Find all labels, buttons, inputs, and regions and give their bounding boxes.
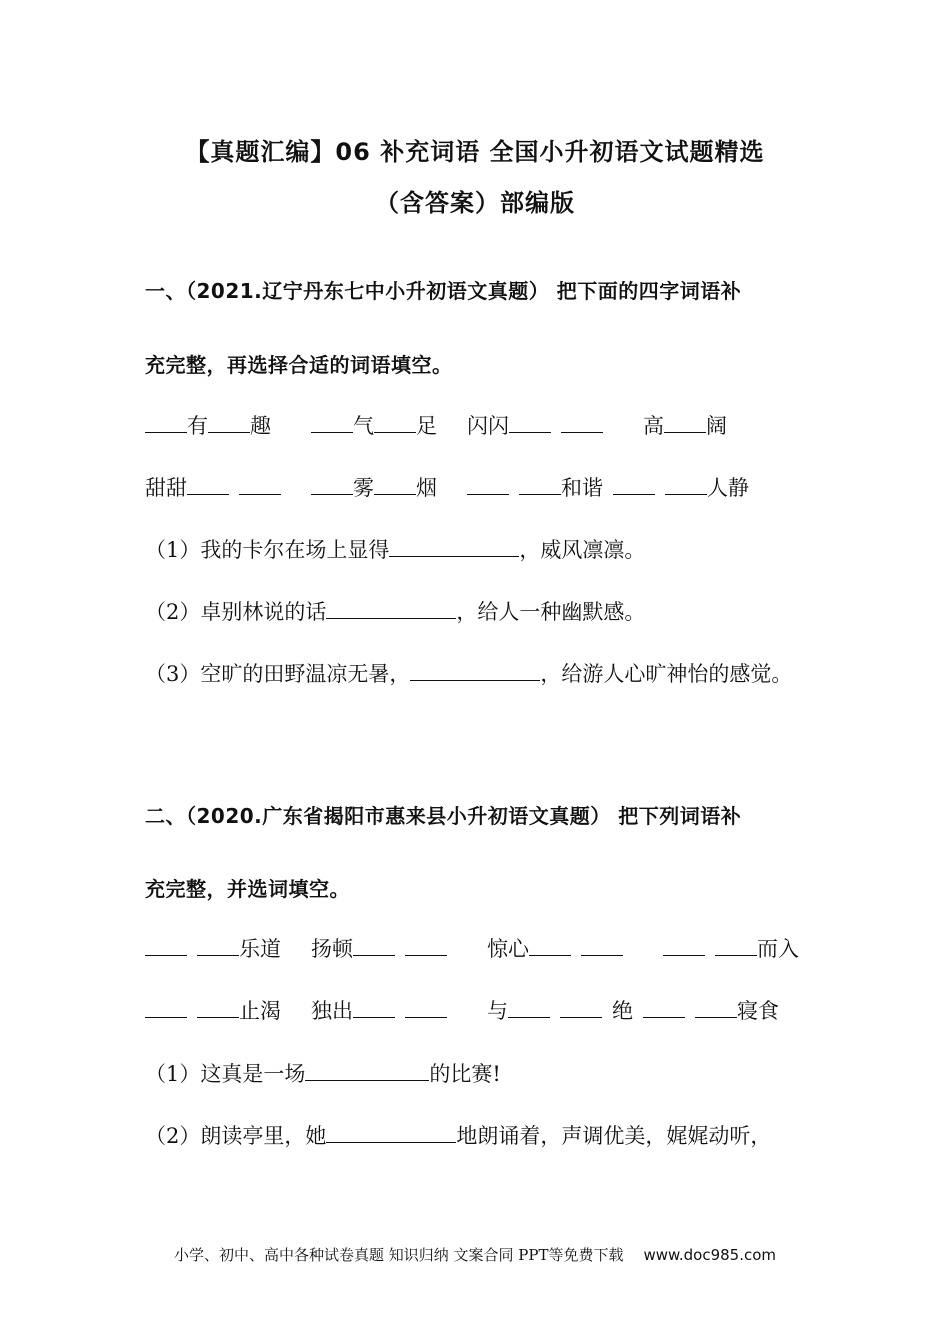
answer-blank[interactable] <box>508 995 550 1018</box>
word-fragment: 烟 <box>416 476 437 500</box>
question-text: ，给游人心旷神怡的感觉。 <box>540 662 793 686</box>
word-fragment: 寝食 <box>737 999 779 1023</box>
answer-blank[interactable] <box>405 995 447 1018</box>
answer-blank[interactable] <box>197 933 239 956</box>
answer-blank[interactable] <box>663 933 705 956</box>
answer-blank[interactable] <box>715 933 757 956</box>
answer-blank[interactable] <box>560 995 602 1018</box>
answer-blank[interactable] <box>145 933 187 956</box>
question-text: ，威风凛凛。 <box>519 538 646 562</box>
word-fragment: 气 <box>353 414 374 438</box>
answer-blank[interactable] <box>353 933 395 956</box>
answer-blank[interactable] <box>410 658 540 681</box>
answer-blank[interactable] <box>695 995 737 1018</box>
word-fragment: 惊心 <box>487 937 529 961</box>
word-fragment: 有 <box>187 414 208 438</box>
answer-blank[interactable] <box>326 596 456 619</box>
section2-heading-line1: 二、（2020.广东省揭阳市惠来县小升初语文真题） 把下列词语补 <box>145 804 742 828</box>
answer-blank[interactable] <box>665 472 707 495</box>
word-fragment: 扬顿 <box>311 937 353 961</box>
question-text: 的比赛! <box>429 1062 501 1086</box>
answer-blank[interactable] <box>613 472 655 495</box>
section1-heading-line2: 充完整，再选择合适的词语填空。 <box>145 353 453 377</box>
answer-blank[interactable] <box>311 410 353 433</box>
answer-blank[interactable] <box>311 472 353 495</box>
answer-blank[interactable] <box>353 995 395 1018</box>
answer-blank[interactable] <box>519 472 561 495</box>
question-text: （2）朗读亭里，她 <box>145 1124 327 1148</box>
question-text: ，给人一种幽默感。 <box>456 600 646 624</box>
section2-word-row1 <box>145 933 799 963</box>
section2-question1 <box>145 1058 501 1088</box>
document-title-line2: （含答案）部编版 <box>375 189 575 217</box>
section1-heading-line1: 一、（2021.辽宁丹东七中小升初语文真题） 把下面的四字词语补 <box>145 279 742 303</box>
word-fragment: 阔 <box>706 414 727 438</box>
question-text: （2）卓别林说的话 <box>145 600 327 624</box>
question-text: （1）这真是一场 <box>145 1062 306 1086</box>
word-fragment: 闪闪 <box>467 414 509 438</box>
page-footer <box>0 1244 950 1265</box>
document-title-line1: 【真题汇编】06 补充词语 全国小升初语文试题精选 <box>185 138 765 166</box>
answer-blank[interactable] <box>374 410 416 433</box>
word-fragment: 高 <box>643 414 664 438</box>
word-fragment: 人静 <box>707 476 749 500</box>
answer-blank[interactable] <box>561 410 603 433</box>
word-fragment: 而入 <box>757 937 799 961</box>
answer-blank[interactable] <box>581 933 623 956</box>
answer-blank[interactable] <box>529 933 571 956</box>
section1-question3 <box>145 658 792 688</box>
word-fragment: 与 <box>487 999 508 1023</box>
answer-blank[interactable] <box>208 410 250 433</box>
word-fragment: 乐道 <box>239 937 281 961</box>
answer-blank[interactable] <box>197 995 239 1018</box>
answer-blank[interactable] <box>643 995 685 1018</box>
question-text: 地朗诵着，声调优美，娓娓动听， <box>456 1124 772 1148</box>
word-fragment: 雾 <box>353 476 374 500</box>
footer-text: 小学、初中、高中各种试卷真题 知识归纳 文案合同 PPT等免费下载 <box>173 1246 624 1264</box>
word-fragment: 甜甜 <box>145 476 187 500</box>
answer-blank[interactable] <box>326 1120 456 1143</box>
word-fragment: 独出 <box>311 999 353 1023</box>
question-text: （3）空旷的田野温凉无暑， <box>145 662 411 686</box>
answer-blank[interactable] <box>305 1058 429 1081</box>
answer-blank[interactable] <box>374 472 416 495</box>
answer-blank[interactable] <box>509 410 551 433</box>
answer-blank[interactable] <box>467 472 509 495</box>
section1-question2 <box>145 596 645 626</box>
answer-blank[interactable] <box>145 410 187 433</box>
section2-heading-line2: 充完整，并选词填空。 <box>145 877 350 901</box>
word-fragment: 和谐 <box>561 476 603 500</box>
word-fragment: 绝 <box>612 999 633 1023</box>
section2-word-row2 <box>145 995 779 1025</box>
word-fragment: 足 <box>416 414 437 438</box>
word-fragment: 趣 <box>250 414 271 438</box>
section1-word-row1 <box>145 410 727 440</box>
answer-blank[interactable] <box>239 472 281 495</box>
word-fragment: 止渴 <box>239 999 281 1023</box>
answer-blank[interactable] <box>664 410 706 433</box>
question-text: （1）我的卡尔在场上显得 <box>145 538 390 562</box>
answer-blank[interactable] <box>389 534 519 557</box>
answer-blank[interactable] <box>187 472 229 495</box>
section1-word-row2 <box>145 472 749 502</box>
answer-blank[interactable] <box>405 933 447 956</box>
section2-question2 <box>145 1120 771 1150</box>
footer-url-link[interactable]: www.doc985.com <box>643 1246 777 1264</box>
answer-blank[interactable] <box>145 995 187 1018</box>
section1-question1 <box>145 534 645 564</box>
